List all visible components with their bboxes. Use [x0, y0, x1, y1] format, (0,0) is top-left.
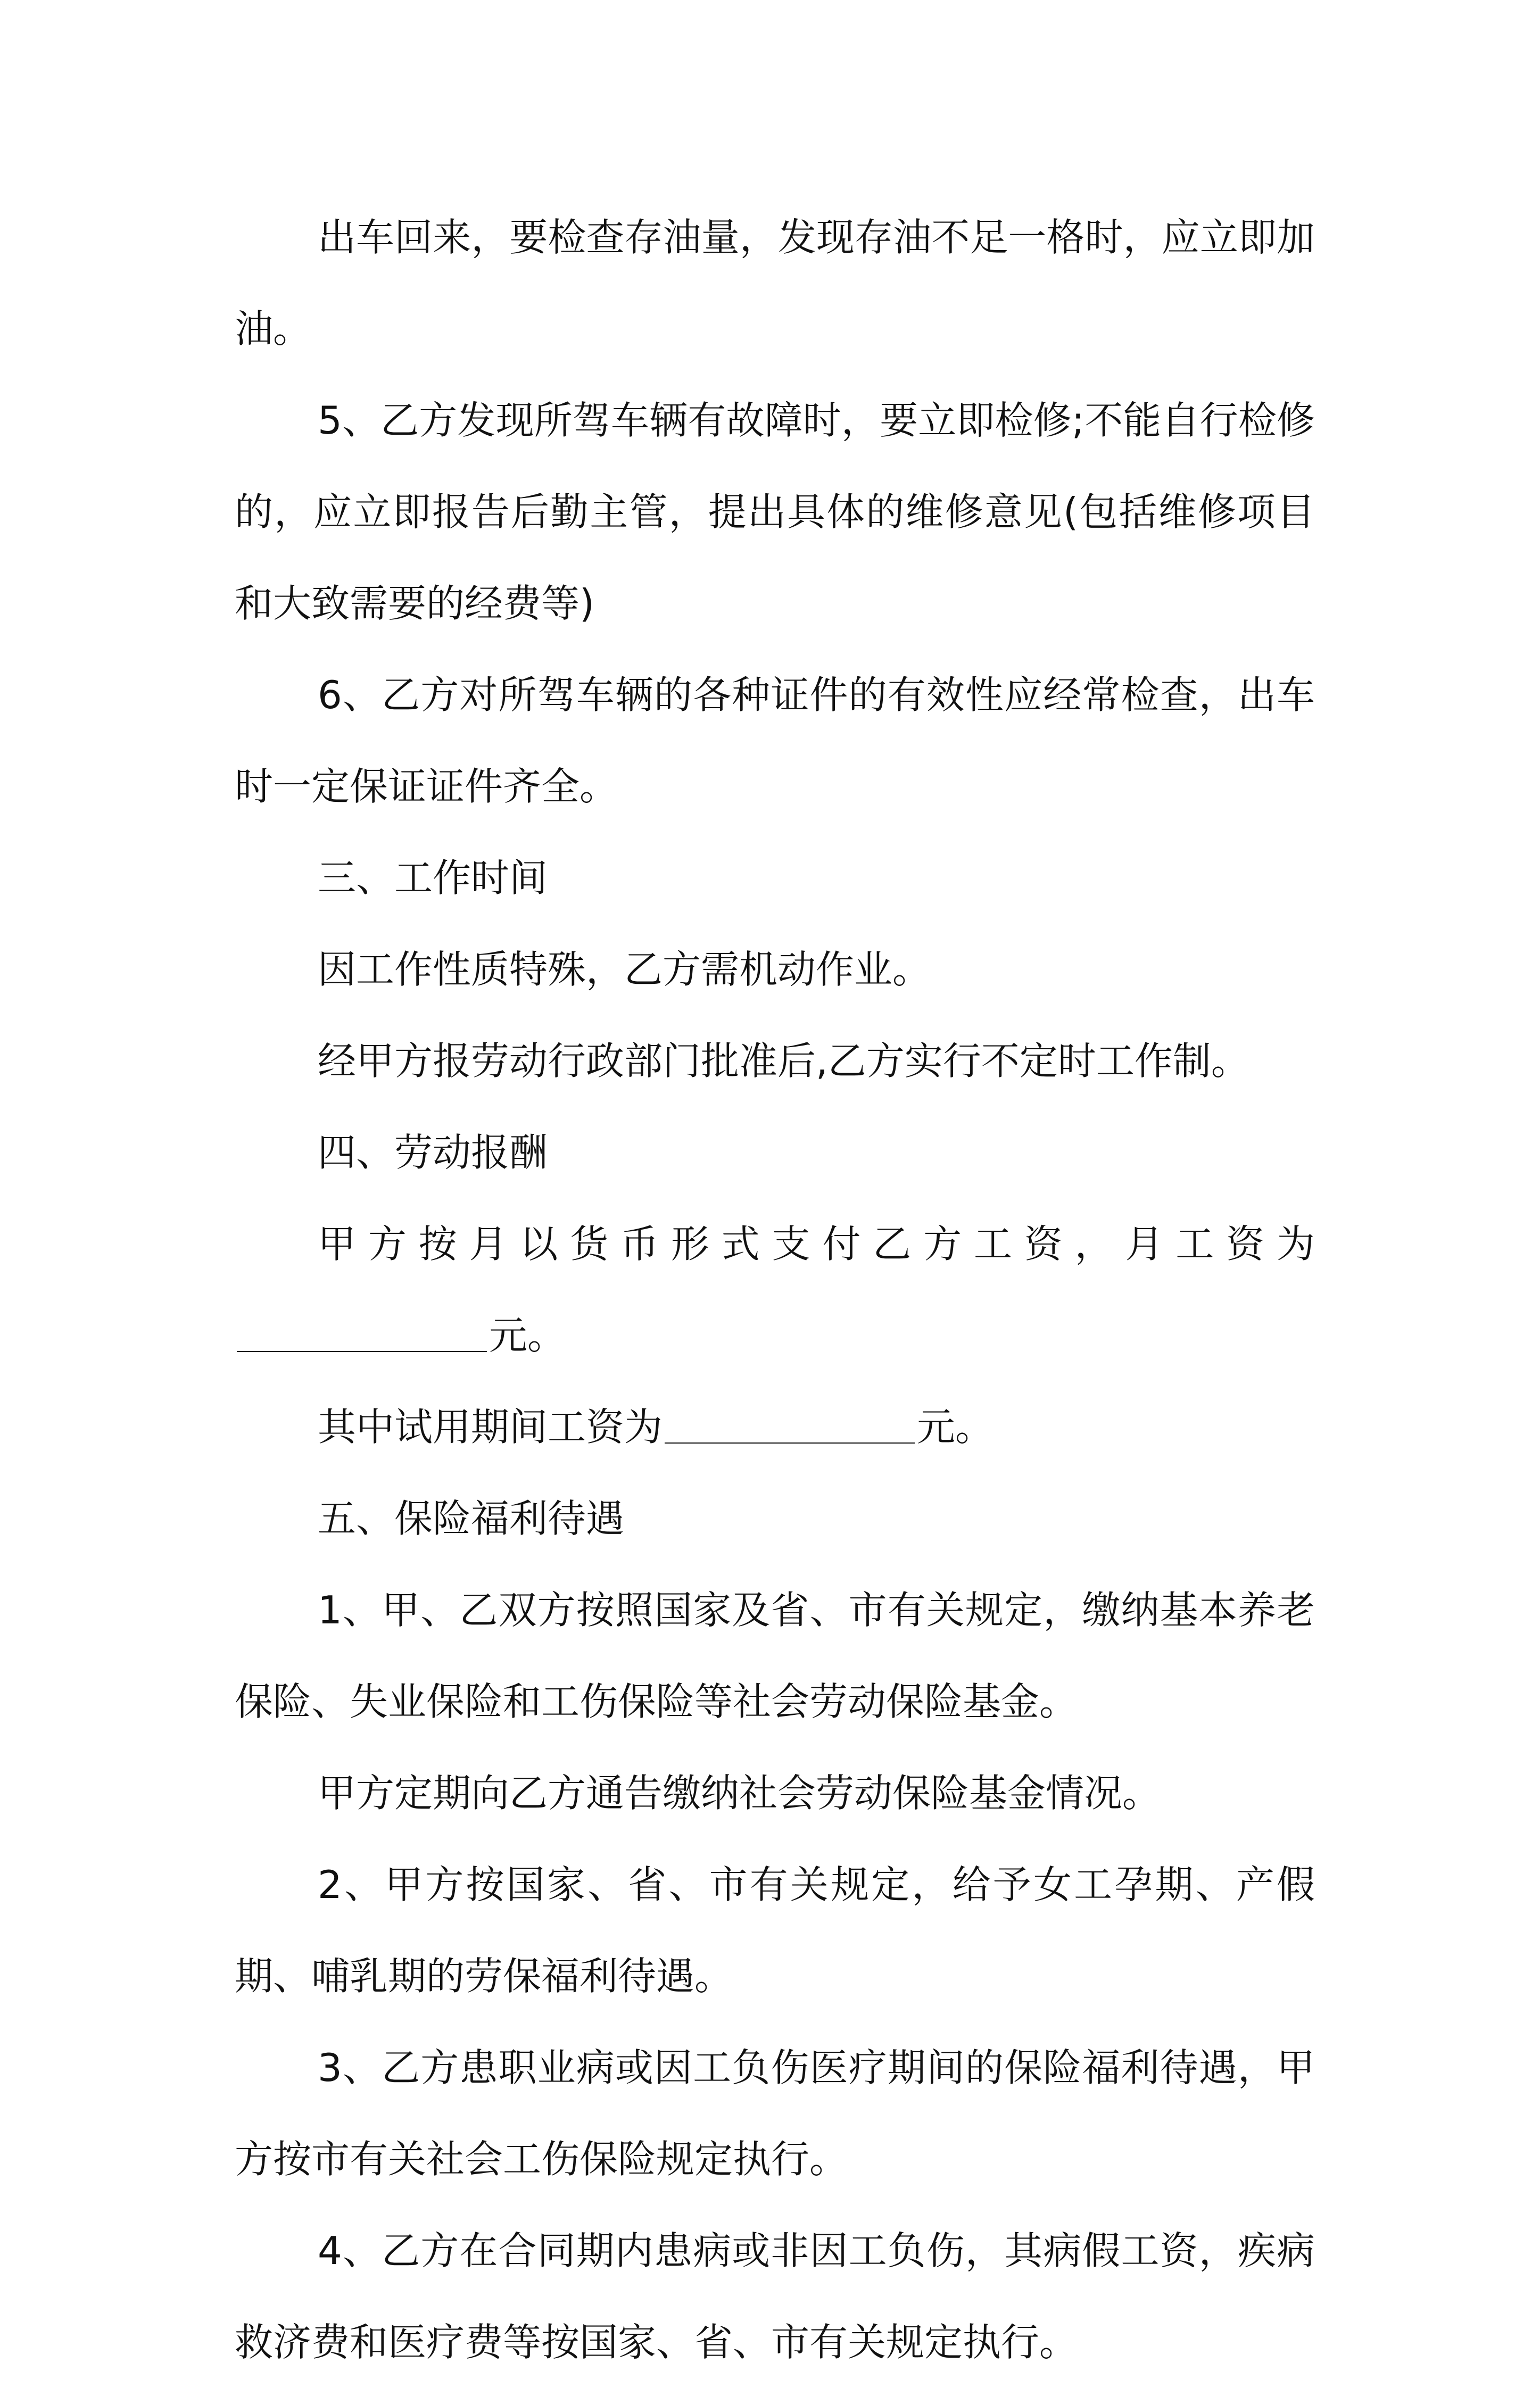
monthly-salary-amount-line: [235, 1290, 1315, 1381]
section-heading-insurance: 五、保险福利待遇: [318, 1496, 625, 1541]
paragraph-irregular-hours: 经甲方报劳动行政部门批准后,乙方实行不定时工作制。: [318, 1039, 1249, 1083]
paragraph-monthly-salary: [235, 1198, 1315, 1290]
paragraph-probation-salary: [235, 1381, 1315, 1473]
paragraph-item-5-repair: 5、乙方发现所驾车辆有故障时，要立即检修;不能自行检修的，应立即报告后勤主管，提出具体的维修意见(包括维修项目和大致需要的经费等): [235, 398, 1315, 626]
paragraph-refuel: 出车回来，要检查存油量，发现存油不足一格时，应立即加油。: [235, 215, 1315, 351]
paragraph-insurance-item-2: 2、甲方按国家、省、市有关规定，给予女工孕期、产假期、哺乳期的劳保福利待遇。: [235, 1862, 1315, 1999]
paragraph-insurance-notice: 甲方定期向乙方通告缴纳社会劳动保险基金情况。: [318, 1771, 1161, 1815]
probation-salary-blank: [665, 1442, 915, 1444]
monthly-salary-blank: [237, 1351, 487, 1352]
monthly-salary-unit: 元。: [489, 1313, 566, 1358]
document-body: [235, 192, 1315, 2388]
paragraph-flexible-work: 因工作性质特殊，乙方需机动作业。: [318, 947, 931, 992]
probation-salary-text: 其中试用期间工资为: [318, 1405, 663, 1449]
section-heading-working-hours: 三、工作时间: [318, 856, 548, 900]
section-heading-remuneration: 四、劳动报酬: [318, 1130, 548, 1175]
probation-salary-unit: 元。: [917, 1405, 994, 1449]
monthly-salary-text: 甲方按月以货币形式支付乙方工资，月工资为: [318, 1222, 1315, 1266]
paragraph-insurance-item-1: 1、甲、乙双方按照国家及省、市有关规定，缴纳基本养老保险、失业保险和工伤保险等社会劳动保险基金。: [235, 1588, 1315, 1724]
paragraph-item-6-documents: 6、乙方对所驾车辆的各种证件的有效性应经常检查，出车时一定保证证件齐全。: [235, 673, 1315, 809]
paragraph-insurance-item-3: 3、乙方患职业病或因工负伤医疗期间的保险福利待遇，甲方按市有关社会工伤保险规定执行。: [235, 2045, 1315, 2182]
paragraph-insurance-item-4: 4、乙方在合同期内患病或非因工负伤，其病假工资，疾病救济费和医疗费等按国家、省、市有关规定执行。: [235, 2228, 1315, 2365]
